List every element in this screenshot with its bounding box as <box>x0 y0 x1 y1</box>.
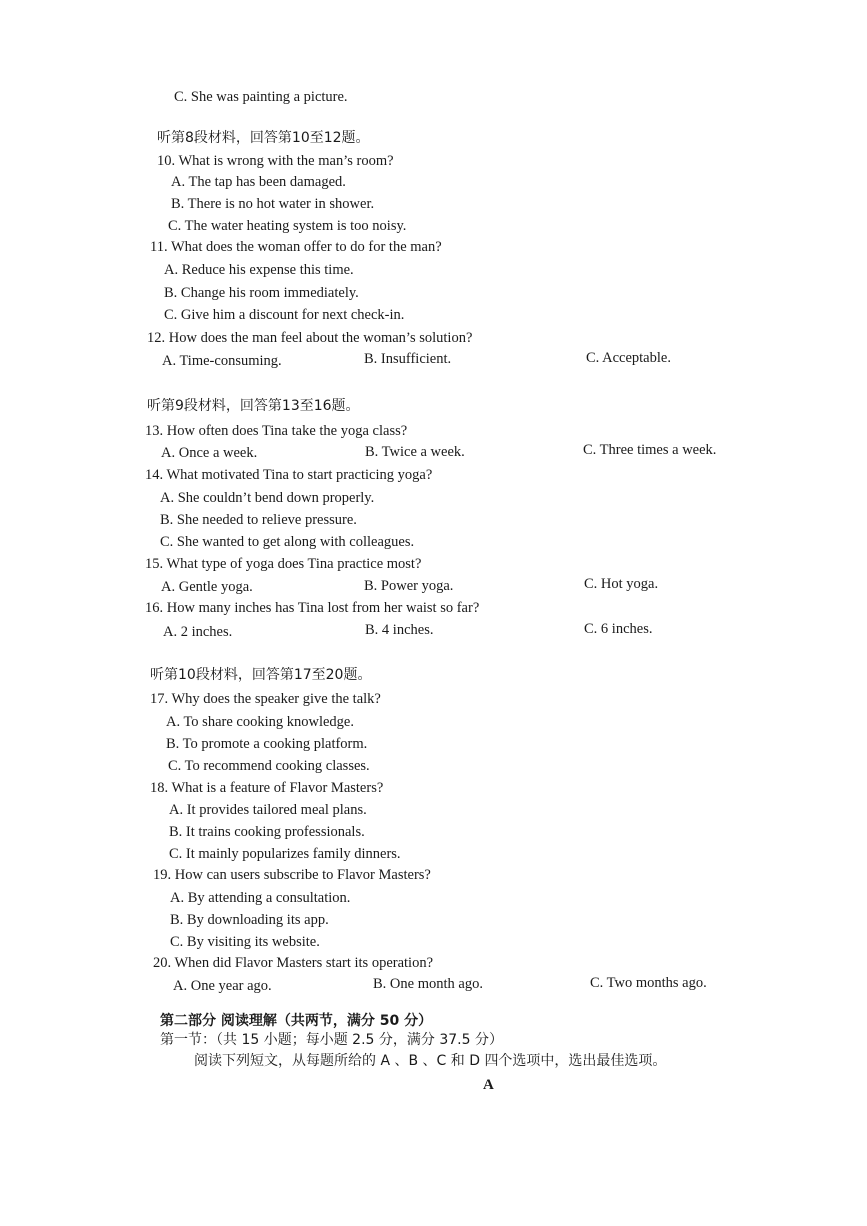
option-b: B. Power yoga. <box>364 578 454 594</box>
option-b: B. Insufficient. <box>364 351 452 367</box>
section-header: 听第8段材料，回答第10至12题。 <box>157 130 370 146</box>
question-13: 13. How often does Tina take the yoga class? <box>145 423 408 439</box>
option-c: C. Three times a week. <box>583 442 717 458</box>
instruction-text: 阅读下列短文，从每题所给的 A 、B 、C 和 D 四个选项中，选出最佳选项。 <box>194 1053 667 1069</box>
question-17: 17. Why does the speaker give the talk? <box>150 691 381 707</box>
question-19: 19. How can users subscribe to Flavor Masters? <box>153 867 431 883</box>
option-a: A. Reduce his expense this time. <box>164 262 354 278</box>
option-c: C. It mainly popularizes family dinners. <box>169 846 401 862</box>
option-b: B. To promote a cooking platform. <box>166 736 368 752</box>
passage-label: A <box>483 1077 494 1093</box>
section-header: 第一节：（共 15 小题；每小题 2.5 分，满分 37.5 分） <box>160 1032 503 1048</box>
question-20: 20. When did Flavor Masters start its operation? <box>153 955 434 971</box>
question-18: 18. What is a feature of Flavor Masters? <box>150 780 384 796</box>
option-b: B. One month ago. <box>373 976 483 992</box>
option-c: C. She wanted to get along with colleagues. <box>160 534 415 550</box>
option-c: C. The water heating system is too noisy. <box>168 218 407 234</box>
option-a: A. To share cooking knowledge. <box>166 714 354 730</box>
question-12: 12. How does the man feel about the woman’s solution? <box>147 330 473 346</box>
question-11: 11. What does the woman offer to do for the man? <box>150 239 442 255</box>
option-c: C. Two months ago. <box>590 975 707 991</box>
option-a: A. It provides tailored meal plans. <box>169 802 367 818</box>
option-c: C. Hot yoga. <box>584 576 659 592</box>
option-a: A. Once a week. <box>161 445 258 461</box>
option-a: A. One year ago. <box>173 978 272 994</box>
option-b: B. There is no hot water in shower. <box>171 196 375 212</box>
option-b: B. She needed to relieve pressure. <box>160 512 357 528</box>
option-b: B. It trains cooking professionals. <box>169 824 365 840</box>
question-14: 14. What motivated Tina to start practicing yoga? <box>145 467 433 483</box>
question-10: 10. What is wrong with the man’s room? <box>157 153 394 169</box>
option-a: A. Time-consuming. <box>162 353 282 369</box>
option-c: C. By visiting its website. <box>170 934 320 950</box>
option-c: C. Acceptable. <box>586 350 671 366</box>
part-title: 第二部分 阅读理解（共两节，满分 50 分） <box>160 1013 433 1029</box>
option-b: B. By downloading its app. <box>170 912 329 928</box>
option-c: C. 6 inches. <box>584 621 653 637</box>
option-a: A. By attending a consultation. <box>170 890 351 906</box>
option-c: C. She was painting a picture. <box>174 89 348 105</box>
section-header: 听第9段材料，回答第13至16题。 <box>147 398 360 414</box>
option-b: B. Change his room immediately. <box>164 285 359 301</box>
option-a: A. Gentle yoga. <box>161 579 253 595</box>
option-c: C. Give him a discount for next check-in. <box>164 307 405 323</box>
option-c: C. To recommend cooking classes. <box>168 758 370 774</box>
option-a: A. The tap has been damaged. <box>171 174 346 190</box>
option-a: A. She couldn’t bend down properly. <box>160 490 375 506</box>
question-16: 16. How many inches has Tina lost from her waist so far? <box>145 600 480 616</box>
option-b: B. Twice a week. <box>365 444 465 460</box>
option-b: B. 4 inches. <box>365 622 434 638</box>
option-a: A. 2 inches. <box>163 624 233 640</box>
section-header: 听第10段材料，回答第17至20题。 <box>150 667 372 683</box>
question-15: 15. What type of yoga does Tina practice most? <box>145 556 422 572</box>
